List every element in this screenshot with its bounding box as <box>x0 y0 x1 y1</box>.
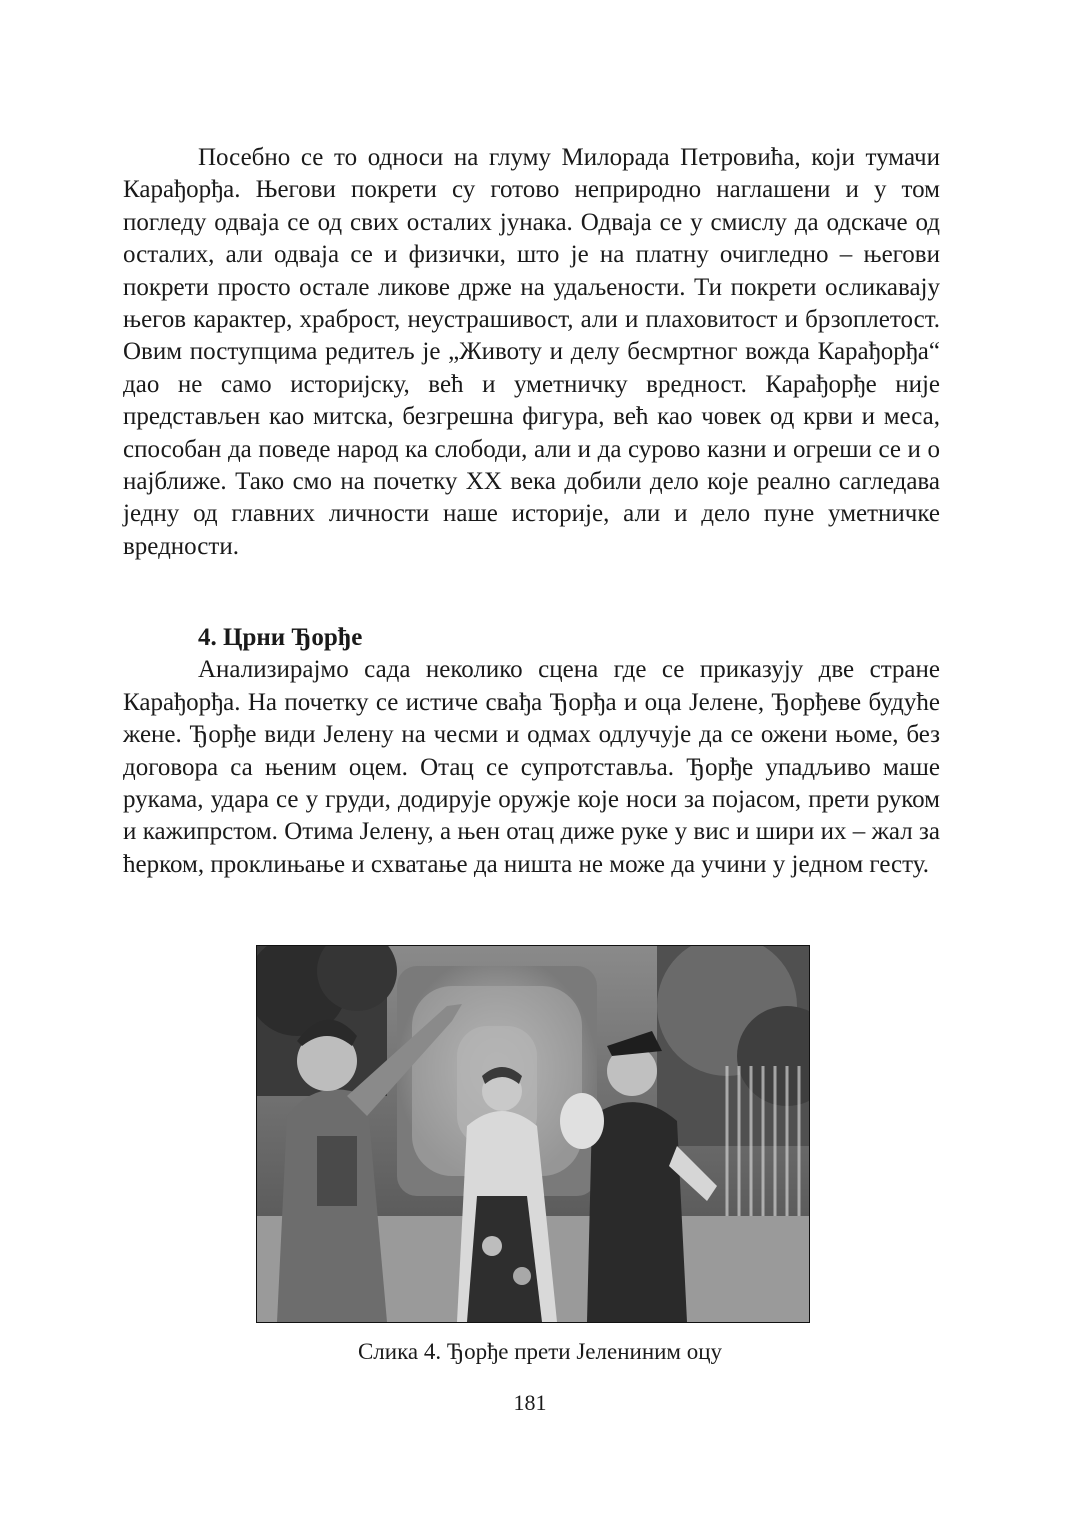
body-paragraph-1 <box>123 142 940 563</box>
paragraph-text: Посебно се то односи на глуму Милорада Петровића, који тумачи Карађорђа. Његови покрети су готово неприродно наглашени и у том погледу одваја се од свих осталих јунака. Одваја се у смислу да одскаче од осталих, али одваја се и физички, што је на платну очигледно – његови покрети просто остале ликове држе на удаљености. Ти покрети осликавају његов карактер, храброст, неустрашивост, али и плаховитост и брзоплетост. Овим поступцима редитељ је „Животу и делу бесмртног вожда Карађорђа“ дао не само историјску, већ и уметничку вредност. Карађорђе није представљен као митска, безгрешна фигура, већ као човек од крви и меса, способан да поведе народ ка слободи, али и да сурово казни и огреши се и о најближе. Тако смо на почетку XX века добили дело које реално сагледава једну од главних личности наше историје, али и дело пуне уметничке вредности. <box>123 144 940 560</box>
section-paragraph: Анализирајмо сада неколико сцена где се приказују две стране Карађорђа. На почетку се истиче свађа Ђорђа и оца Јелене, Ђорђеве будуће жене. Ђорђе види Јелену на чесми и одмах одлучује да се ожени њоме, без договора са њеним оцем. Отац се супротставља. Ђорђе упадљиво маше рукама, удара се у груди, додирује оружје које носи за појасом, прети руком и кажипрстом. Отима Јелену, а њен отац диже руке у вис и шири их – жал за ћерком, проклињање и схватање да ништа не може да учини у једном гесту. <box>123 656 940 878</box>
film-still-photo <box>256 945 810 1323</box>
page-number: 181 <box>513 1390 547 1415</box>
section-heading: 4. Црни Ђорђе <box>198 624 363 651</box>
figure-caption: Слика 4. Ђорђе прети Јелениним оцу <box>357 1339 723 1364</box>
section-4 <box>123 622 940 881</box>
